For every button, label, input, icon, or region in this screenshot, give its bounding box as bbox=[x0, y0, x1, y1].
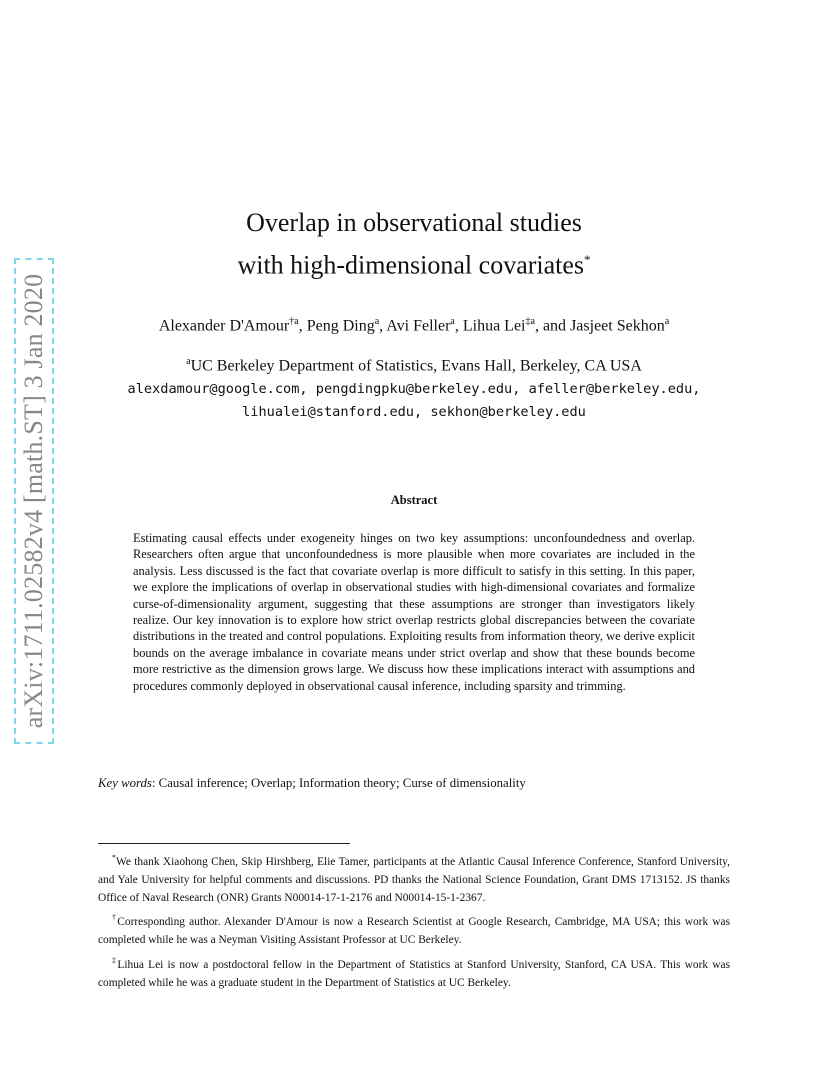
author-name: Alexander D'Amour bbox=[158, 317, 290, 335]
title-footnote-mark: * bbox=[584, 252, 591, 267]
title-line-2-text: with high-dimensional covariates bbox=[237, 250, 585, 280]
author-separator: , bbox=[379, 317, 387, 335]
footnote-mark: ‡ bbox=[112, 955, 118, 965]
footnote bbox=[98, 952, 730, 992]
email-line-1: alexdamour@google.com, pengdingpku@berkeley.edu, afeller@berkeley.edu, bbox=[127, 381, 701, 397]
affiliation-mark: a bbox=[186, 356, 191, 367]
footnote bbox=[98, 849, 730, 907]
author-name: Avi Feller bbox=[386, 317, 451, 335]
title-line-2 bbox=[0, 241, 828, 284]
title-line-1: Overlap in observational studies bbox=[246, 208, 582, 237]
abstract-body: Estimating causal effects under exogeneity hinges on two key assumptions: unconfoundedness and overlap. Researchers often argue that unconfoundedness is more plausible when more covariates are included in the analysis. Less discussed is the fact that covariate overlap is more difficult to satisfy in this setting. In this paper, we explore the implications of overlap in observational studies with high-dimensional covariates and formalize curse-of-dimensionality argument, suggesting that these assumptions are stronger than investigators likely realize. Our key innovation is to explore how strict overlap restricts global discrepancies between the covariate distributions in the treated and control populations. Exploiting results from information theory, we derive explicit bounds on the average imbalance in covariate means under strict overlap and show that these bounds become more restrictive as the dimension grows large. We discuss how these implications interact with assumptions and procedures commonly deployed in observational causal inference, including sparsity and trimming. bbox=[133, 531, 695, 693]
affiliation bbox=[0, 356, 828, 375]
keywords-text: : Causal inference; Overlap; Information theory; Curse of dimensionality bbox=[151, 776, 526, 790]
author-separator: , bbox=[454, 317, 463, 335]
footnotes bbox=[98, 849, 730, 994]
footnote-rule bbox=[98, 843, 350, 844]
author-mark: a bbox=[374, 316, 380, 327]
author-mark: a bbox=[450, 316, 455, 327]
arxiv-stamp-text: arXiv:1711.02582v4 [math.ST] 3 Jan 2020 bbox=[19, 273, 48, 729]
author-emails bbox=[0, 378, 828, 424]
footnote-text: We thank Xiaohong Chen, Skip Hirshberg, Elie Tamer, participants at the Atlantic Causal Inference Conference, Stanford University, and Yale University for helpful comments and discussions. PD thanks the National Science Foundation, Grant DMS 1713152. JS thanks Office of Naval Research (ONR) Grants N00014-17-1-2176 and N00014-15-1-2367. bbox=[98, 855, 730, 905]
footnote-text: Lihua Lei is now a postdoctoral fellow in the Department of Statistics at Stanford University, Stanford, CA USA. This work was completed while he was a graduate student in the Department of Statistics at UC Berkeley. bbox=[98, 958, 731, 989]
author-mark: a bbox=[664, 316, 670, 327]
author-name: Lihua Lei bbox=[462, 317, 526, 335]
author-mark: †a bbox=[289, 316, 299, 327]
affiliation-text: UC Berkeley Department of Statistics, Evans Hall, Berkeley, CA USA bbox=[190, 357, 642, 375]
email-line-2: lihualei@stanford.edu, sekhon@berkeley.edu bbox=[242, 404, 586, 420]
author-separator: , and bbox=[534, 317, 571, 335]
author-mark: ‡a bbox=[525, 316, 535, 327]
author-list bbox=[0, 316, 828, 335]
keywords-label: Key words bbox=[98, 776, 152, 790]
author-name: Peng Ding bbox=[306, 317, 375, 335]
paper-title bbox=[0, 204, 828, 284]
footnote-text: Corresponding author. Alexander D'Amour is now a Research Scientist at Google Research, Cambridge, MA USA; this work was completed while he was a Neyman Visiting Assistant Professor at UC Berkeley. bbox=[98, 916, 731, 947]
keywords bbox=[98, 776, 526, 791]
abstract-heading: Abstract bbox=[390, 493, 438, 507]
footnote-mark: † bbox=[112, 913, 118, 923]
footnote bbox=[98, 909, 730, 949]
author-name: Jasjeet Sekhon bbox=[570, 317, 665, 335]
footnote-mark: * bbox=[112, 853, 116, 862]
author-separator: , bbox=[298, 317, 307, 335]
